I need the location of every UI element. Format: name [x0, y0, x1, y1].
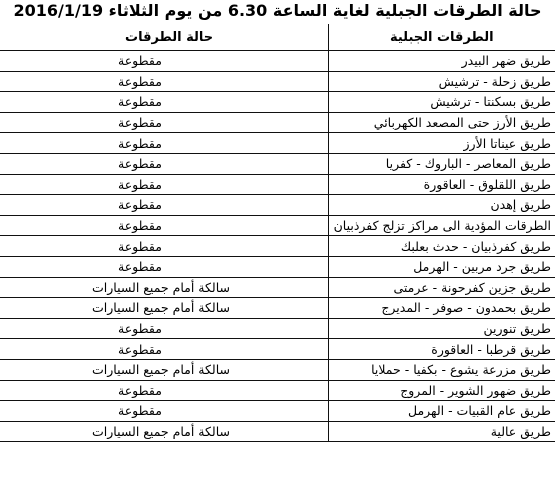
road-status-cell: سالكة أمام جميع السيارات [0, 421, 328, 442]
table-header-row [0, 24, 555, 51]
road-status-cell: مقطوعة [0, 318, 328, 339]
road-name-cell: طريق بحمدون - صوفر - المديرج [328, 298, 555, 319]
road-name-cell: طريق جزين كفرحونة - عرمتى [328, 277, 555, 298]
road-status-cell: مقطوعة [0, 339, 328, 360]
table-row [0, 236, 555, 257]
table-row [0, 277, 555, 298]
road-status-cell: مقطوعة [0, 195, 328, 216]
road-status-cell: سالكة أمام جميع السيارات [0, 359, 328, 380]
column-header-status: حالة الطرقات [0, 24, 328, 51]
road-status-cell: سالكة أمام جميع السيارات [0, 298, 328, 319]
road-name-cell: طريق المعاصر - الباروك - كفريا [328, 153, 555, 174]
road-name-cell: طريق عام القبيات - الهرمل [328, 401, 555, 422]
road-status-cell: مقطوعة [0, 133, 328, 154]
road-name-cell: طريق زحلة - ترشيش [328, 71, 555, 92]
table-row [0, 256, 555, 277]
table-row [0, 339, 555, 360]
table-row [0, 195, 555, 216]
road-status-cell: مقطوعة [0, 174, 328, 195]
road-status-cell: مقطوعة [0, 112, 328, 133]
road-status-cell: مقطوعة [0, 51, 328, 72]
road-name-cell: طريق ضهر البيدر [328, 51, 555, 72]
table-row [0, 298, 555, 319]
document-title: حالة الطرقات الجبلية لغاية الساعة 6.30 من يوم الثلاثاء 2016/1/19 [13, 1, 542, 20]
table-row [0, 359, 555, 380]
road-status-cell: مقطوعة [0, 92, 328, 113]
table-row [0, 133, 555, 154]
road-status-cell: مقطوعة [0, 256, 328, 277]
road-status-cell: مقطوعة [0, 215, 328, 236]
road-name-cell: الطرقات المؤدية الى مراكز تزلج كفرذبيان [328, 215, 555, 236]
table-row [0, 92, 555, 113]
table-row [0, 421, 555, 442]
road-name-cell: طريق عالية [328, 421, 555, 442]
road-name-cell: طريق جرد مربين - الهرمل [328, 256, 555, 277]
column-header-road: الطرقات الجبلية [328, 24, 555, 51]
road-name-cell: طريق إهدن [328, 195, 555, 216]
road-status-cell: مقطوعة [0, 71, 328, 92]
road-name-cell: طريق قرطبا - العاقورة [328, 339, 555, 360]
road-status-cell: سالكة أمام جميع السيارات [0, 277, 328, 298]
road-name-cell: طريق تنورين [328, 318, 555, 339]
table-row [0, 318, 555, 339]
road-status-cell: مقطوعة [0, 236, 328, 257]
table-row [0, 215, 555, 236]
table-row [0, 51, 555, 72]
road-name-cell: طريق عيناتا الأرز [328, 133, 555, 154]
road-name-cell: طريق كفرذبيان - حدث بعلبك [328, 236, 555, 257]
road-status-cell: مقطوعة [0, 153, 328, 174]
table-row [0, 153, 555, 174]
table-row [0, 380, 555, 401]
road-status-cell: مقطوعة [0, 401, 328, 422]
road-name-cell: طريق الأرز حتى المصعد الكهربائي [328, 112, 555, 133]
table-row [0, 112, 555, 133]
road-status-table [0, 24, 555, 442]
road-name-cell: طريق بسكنتا - ترشيش [328, 92, 555, 113]
road-name-cell: طريق اللقلوق - العاقورة [328, 174, 555, 195]
road-status-cell: مقطوعة [0, 380, 328, 401]
table-row [0, 71, 555, 92]
table-row [0, 401, 555, 422]
road-name-cell: طريق ضهور الشوير - المروج [328, 380, 555, 401]
road-name-cell: طريق مزرعة يشوع - بكفيا - حملايا [328, 359, 555, 380]
table-row [0, 174, 555, 195]
